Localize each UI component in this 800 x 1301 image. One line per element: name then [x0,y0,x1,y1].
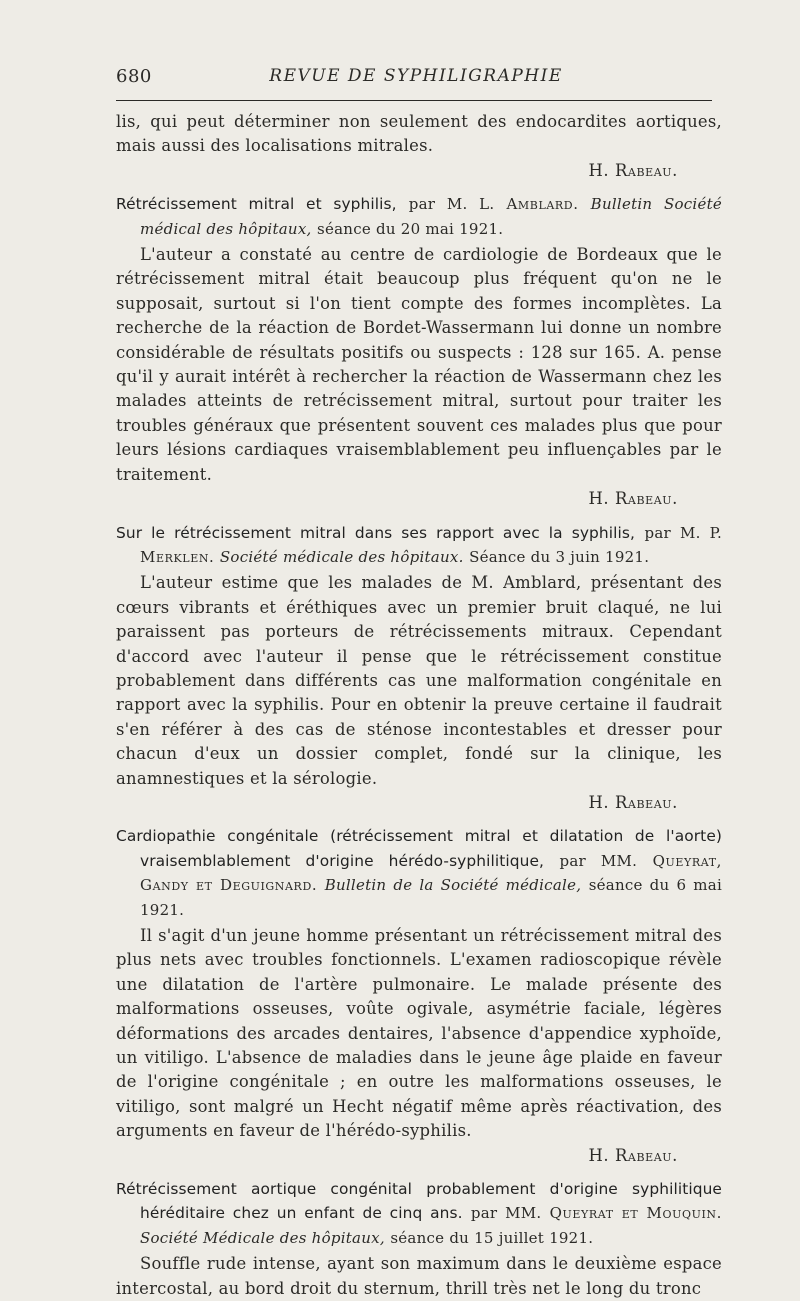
entry-authors: Amblard. [506,195,579,214]
entry-date: Séance du 3 juin 1921. [469,547,650,566]
entry-by: par M. L. [408,195,495,214]
entry-date: séance du 15 juillet 1921. [390,1228,594,1247]
running-title: REVUE DE SYPHILIGRAPHIE [269,66,563,86]
entry-journal: Société Médicale des hôpitaux, [140,1228,385,1247]
entry-1 [116,192,722,511]
entry-title: Cardiopathie congénitale (rétrécissement mitral et dilatation de l'aorte) vraisemblablement d'origine hérédo-syphilitique, [116,827,722,870]
entry-heading [116,192,722,241]
entry-heading [116,824,722,922]
entry-paragraph: L'auteur a constaté au centre de cardiologie de Bordeaux que le rétrécissement mitral était beaucoup plus fréquent qu'on ne le supposait, surtout si l'on tient compte des formes incomplètes. La recherche de la réaction de Bordet-Wassermann lui donne un nombre considérable de résultats positifs ou suspects : 128 sur 165. A. pense qu'il y aurait intérêt à rechercher la réaction de Wassermann chez les malades atteints de retrécissement mitral, surtout pour traiter les troubles généraux que présentent souvent ces malades plus que pour leurs lésions cardiaques vraisemblablement peu influençables par le traitement. [116,245,722,484]
intro-paragraph: lis, qui peut déterminer non seulement des endocardites aortiques, mais aussi des localisations mitrales. [116,112,722,156]
entry-journal: Société médicale des hôpitaux. [219,547,464,566]
entry-by: par MM. [470,1204,542,1223]
entry-signature: H. Rabeau. [588,792,678,812]
entry-signature: H. Rabeau. [588,489,678,509]
entry-date: séance du 20 mai 1921. [317,219,504,238]
entry-2 [116,521,722,816]
entry-title: Rétrécissement aortique congénital probablement d'origine syphilitique héréditaire chez un enfant de cinq ans. [116,1180,722,1223]
entry-by: par MM. [559,851,638,870]
entry-heading [116,521,722,570]
entry-signature: H. Rabeau. [588,1145,678,1165]
entry-date: séance du 6 mai 1921. [140,876,722,919]
entry-authors: Queyrat et Mouquin. [549,1204,722,1223]
entry-by: par M. P. [644,523,722,542]
entry-journal: Bulletin de la Société médicale, [324,876,582,895]
entry-4 [116,1177,722,1301]
entry-journal: Bulletin Société médical des hôpitaux, [140,195,722,238]
entry-title: Rétrécissement mitral et syphilis, [116,195,397,214]
entry-paragraph: Il s'agit d'un jeune homme présentant un rétrécissement mitral des plus nets avec troubles fonctionnels. L'examen radioscopique révèle une dilatation de l'artère pulmonaire. Le malade présente des malformations osseuses, voûte ogivale, asymétrie faciale, légères déformations des arcades dentaires, l'absence d'appendice xyphoïde, un vitiligo. L'absence de maladies dans le jeune âge plaide en faveur de l'origine congénitale ; en outre les malformations osseuses, le vitiligo, sont malgré un Hecht négatif même après réactivation, des arguments en faveur de l'hérédo-syphilis. [116,926,722,1141]
entry-authors: Queyrat, Gandy et Deguignard. [140,851,722,895]
article-body [116,110,722,1301]
entry-title: Sur le rétrécissement mitral dans ses rapport avec la syphilis, [116,523,636,542]
entry-paragraph: Souffle rude intense, ayant son maximum dans le deuxième espace intercostal, au bord droit du sternum, thrill très net le long du tronc [116,1254,722,1298]
entry-3 [116,824,722,1168]
entry-heading [116,1177,722,1250]
entry-paragraph: L'auteur estime que les malades de M. Amblard, présentant des cœurs vibrants et éréthiques avec un premier bruit claqué, ne lui paraissent pas porteurs de rétrécissements mitraux. Cependant d'accord avec l'auteur il pense que le rétrécissement constitue probablement dans différents cas une malformation congénitale en rapport avec la syphilis. Pour en obtenir la preuve certaine il faudrait s'en référer à des cas de sténose incontestables et dresser pour chacun d'eux un dossier complet, fondé sur la clinique, les anamnestiques et la sérologie. [116,573,722,788]
header-rule [116,100,712,101]
intro-signature: H. Rabeau. [588,160,678,180]
page-number: 680 [116,66,152,87]
page-header [116,66,716,96]
entry-authors: Merklen. [140,547,215,566]
